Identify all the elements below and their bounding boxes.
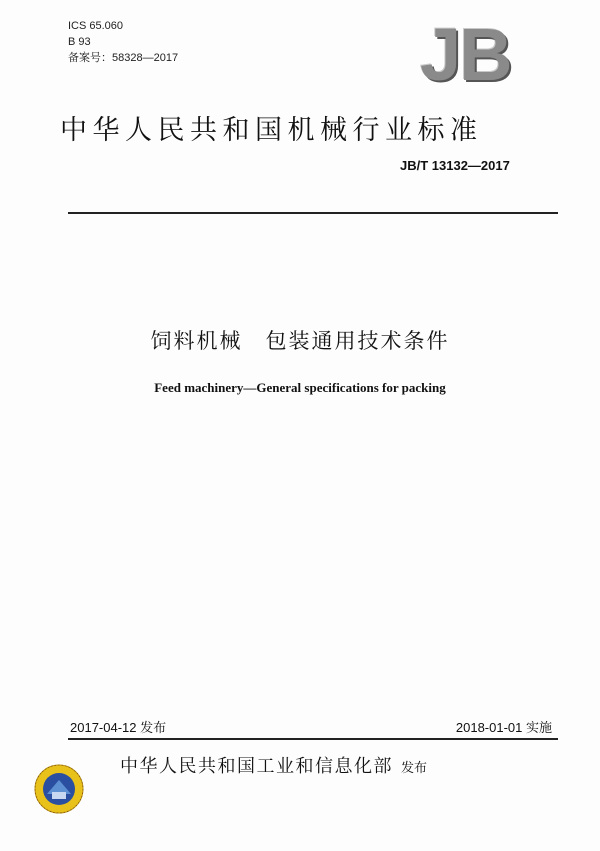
publisher-line (120, 752, 427, 778)
publish-label: 发布 (401, 760, 428, 775)
classification-block (68, 18, 178, 66)
english-title: Feed machinery—General specifications for packing (154, 380, 446, 395)
ministry-seal-icon (34, 764, 84, 814)
ics-code: ICS 65.060 (68, 20, 124, 32)
industry-standard-title: 中华人民共和国机械行业标准 (60, 115, 483, 146)
top-divider (68, 212, 558, 214)
jb-logo: JB (420, 13, 511, 96)
standard-number: JB/T 13132—2017 (400, 158, 510, 173)
record-number: 备案号：58328—2017 (68, 52, 179, 64)
bottom-divider (68, 738, 558, 740)
issue-date: 2017-04-12 发布 (70, 720, 167, 735)
implementation-date: 2018-01-01 实施 (455, 720, 552, 735)
ccs-code: B 93 (68, 36, 91, 48)
chinese-title: 饲料机械 包装通用技术条件 (150, 329, 450, 353)
ministry-name: 中华人民共和国工业和信息化部 (120, 756, 393, 777)
